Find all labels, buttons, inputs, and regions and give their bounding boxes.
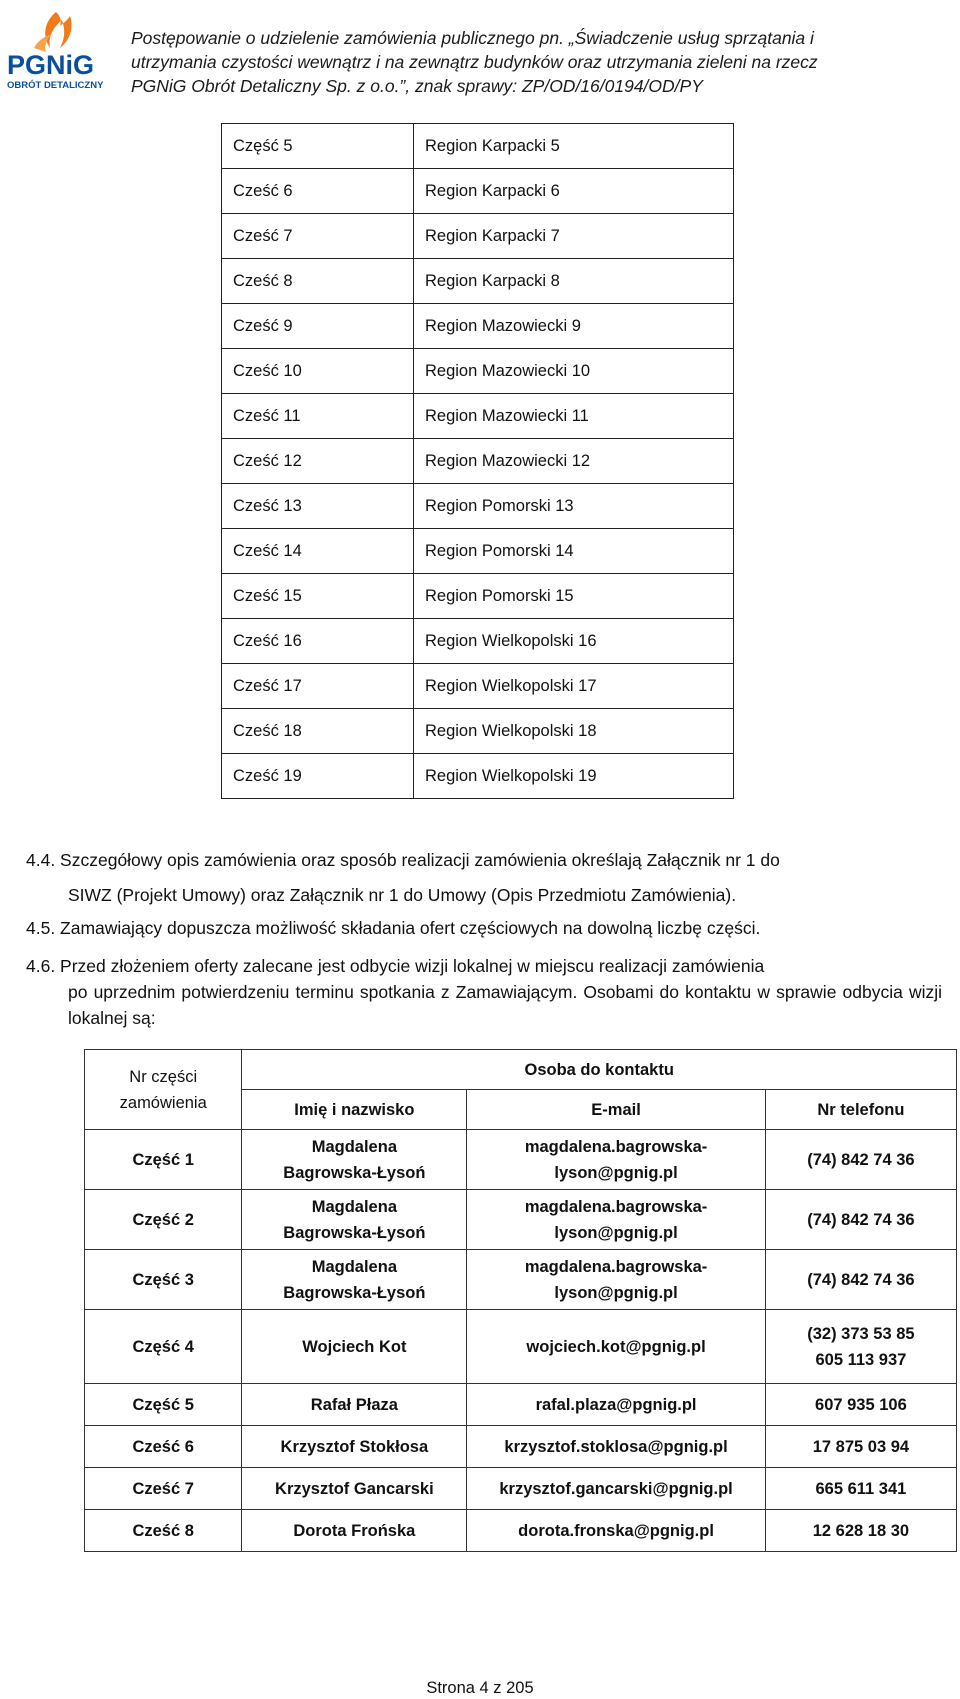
header-part-label: Nr części zamówienia — [119, 1067, 207, 1112]
email-line: lyson@pgnig.pl — [554, 1223, 678, 1242]
part-cell: Część 2 — [85, 1190, 242, 1250]
region-cell: Region Pomorski 14 — [414, 529, 734, 574]
part-cell: Część 1 — [85, 1130, 242, 1190]
table-row — [222, 394, 734, 439]
contact-phone-cell: (74) 842 74 36 — [765, 1130, 956, 1190]
part-cell: Cześć 7 — [85, 1468, 242, 1510]
paragraph-line: 4.6. Przed złożeniem oferty zalecane jest odbycie wizji lokalnej w miejscu realizacji zamówienia — [26, 956, 765, 976]
region-cell: Region Wielkopolski 18 — [414, 709, 734, 754]
table-row — [222, 439, 734, 484]
logo-wordmark: PGNiG — [7, 50, 95, 80]
logo-subtext: OBRÓT DETALICZNY — [7, 80, 104, 91]
table-row — [222, 349, 734, 394]
contact-email-cell — [467, 1190, 766, 1250]
page-footer: Strona 4 z 205 — [426, 1679, 534, 1697]
contact-email-cell — [467, 1130, 766, 1190]
pgnig-logo — [4, 4, 116, 94]
region-cell: Region Mazowiecki 9 — [414, 304, 734, 349]
part-cell: Część 3 — [85, 1250, 242, 1310]
paragraph-line: 4.4. Szczegółowy opis zamówienia oraz sposób realizacji zamówienia określają Załącznik nr 1 do — [26, 850, 780, 870]
table-row — [222, 304, 734, 349]
contact-name-cell: Dorota Frońska — [242, 1510, 467, 1552]
header-part — [85, 1050, 242, 1130]
paragraph-4-6 — [26, 953, 942, 1031]
part-cell: Cześć 10 — [222, 349, 414, 394]
contact-email-cell: rafal.plaza@pgnig.pl — [467, 1384, 766, 1426]
contact-email-cell: wojciech.kot@pgnig.pl — [467, 1310, 766, 1384]
table-row — [222, 709, 734, 754]
table-row — [85, 1130, 957, 1190]
paragraph-line: SIWZ (Projekt Umowy) oraz Załącznik nr 1 do Umowy (Opis Przedmiotu Zamówienia). — [68, 885, 737, 905]
table-row — [222, 214, 734, 259]
table-row — [85, 1310, 957, 1384]
part-cell: Cześć 7 — [222, 214, 414, 259]
table-row — [85, 1190, 957, 1250]
region-cell: Region Wielkopolski 19 — [414, 754, 734, 799]
region-cell: Region Karpacki 7 — [414, 214, 734, 259]
header-text — [131, 26, 951, 98]
phone-line: 605 113 937 — [815, 1350, 907, 1369]
table-row — [85, 1510, 957, 1552]
header-line: utrzymania czystości wewnątrz i na zewnątrz budynków oraz utrzymania zieleni na rzecz — [131, 52, 818, 72]
part-cell: Cześć 8 — [222, 259, 414, 304]
table-row — [222, 754, 734, 799]
region-cell: Region Karpacki 6 — [414, 169, 734, 214]
email-line: magdalena.bagrowska- — [524, 1197, 708, 1216]
part-cell: Cześć 19 — [222, 754, 414, 799]
part-cell: Część 5 — [85, 1384, 242, 1426]
contact-email-cell: krzysztof.gancarski@pgnig.pl — [467, 1468, 766, 1510]
parts-regions-table — [221, 123, 734, 799]
email-line: magdalena.bagrowska- — [524, 1257, 708, 1276]
table-row — [85, 1384, 957, 1426]
table-row — [222, 124, 734, 169]
contact-email-cell: krzysztof.stoklosa@pgnig.pl — [467, 1426, 766, 1468]
part-cell: Cześć 6 — [85, 1426, 242, 1468]
contact-phone-cell: (74) 842 74 36 — [765, 1190, 956, 1250]
email-line: lyson@pgnig.pl — [554, 1163, 678, 1182]
header-phone: Nr telefonu — [765, 1090, 956, 1130]
part-cell: Cześć 18 — [222, 709, 414, 754]
region-cell: Region Pomorski 15 — [414, 574, 734, 619]
header-contact-group: Osoba do kontaktu — [242, 1050, 957, 1090]
header-name: Imię i nazwisko — [242, 1090, 467, 1130]
region-cell: Region Wielkopolski 16 — [414, 619, 734, 664]
part-cell: Cześć 12 — [222, 439, 414, 484]
part-cell: Cześć 17 — [222, 664, 414, 709]
header-line: PGNiG Obrót Detaliczny Sp. z o.o.”, znak sprawy: ZP/OD/16/0194/OD/PY — [131, 76, 703, 96]
flame-icon — [45, 12, 71, 48]
part-cell: Cześć 11 — [222, 394, 414, 439]
table-row — [222, 664, 734, 709]
contacts-table — [84, 1049, 957, 1552]
phone-line: (32) 373 53 85 — [807, 1324, 915, 1343]
part-cell: Część 4 — [85, 1310, 242, 1384]
contact-name-cell: Krzysztof Stokłosa — [242, 1426, 467, 1468]
part-cell: Cześć 15 — [222, 574, 414, 619]
paragraph-continuation: po uprzednim potwierdzeniu terminu spotkania z Zamawiającym. Osobami do kontaktu w sprawie odbycia wizji lokalnej są: — [68, 982, 942, 1028]
contact-name-cell: Magdalena Bagrowska-Łysoń — [242, 1130, 467, 1190]
contact-name-cell: Magdalena Bagrowska-Łysoń — [242, 1190, 467, 1250]
contact-phone-cell — [765, 1310, 956, 1384]
part-cell: Cześć 13 — [222, 484, 414, 529]
table-row — [222, 574, 734, 619]
contact-name-cell: Magdalena Bagrowska-Łysoń — [242, 1250, 467, 1310]
table-row — [85, 1468, 957, 1510]
contact-phone-cell: 12 628 18 30 — [765, 1510, 956, 1552]
contact-name-cell: Krzysztof Gancarski — [242, 1468, 467, 1510]
contact-phone-cell: (74) 842 74 36 — [765, 1250, 956, 1310]
part-cell: Cześć 9 — [222, 304, 414, 349]
table-row — [85, 1426, 957, 1468]
page-header — [0, 0, 960, 110]
region-cell: Region Karpacki 8 — [414, 259, 734, 304]
table-row — [85, 1250, 957, 1310]
contact-phone-cell: 607 935 106 — [765, 1384, 956, 1426]
header-line: Postępowanie o udzielenie zamówienia publicznego pn. „Świadczenie usług sprzątania i — [131, 28, 814, 48]
contact-email-cell — [467, 1250, 766, 1310]
table-row — [222, 259, 734, 304]
table-row — [222, 619, 734, 664]
table-row — [222, 169, 734, 214]
part-cell: Cześć 6 — [222, 169, 414, 214]
table-row — [222, 484, 734, 529]
region-cell: Region Mazowiecki 10 — [414, 349, 734, 394]
paragraph-4-5: 4.5. Zamawiający dopuszcza możliwość składania ofert częściowych na dowolną liczbę części. — [26, 918, 761, 938]
contact-phone-cell: 665 611 341 — [765, 1468, 956, 1510]
email-line: magdalena.bagrowska- — [524, 1137, 708, 1156]
part-cell: Cześć 14 — [222, 529, 414, 574]
region-cell: Region Mazowiecki 11 — [414, 394, 734, 439]
region-cell: Region Karpacki 5 — [414, 124, 734, 169]
part-cell: Cześć 8 — [85, 1510, 242, 1552]
email-line: lyson@pgnig.pl — [554, 1283, 678, 1302]
contact-name-cell: Wojciech Kot — [242, 1310, 467, 1384]
header-email: E-mail — [467, 1090, 766, 1130]
table-row — [222, 529, 734, 574]
contact-email-cell: dorota.fronska@pgnig.pl — [467, 1510, 766, 1552]
part-cell: Część 5 — [222, 124, 414, 169]
region-cell: Region Wielkopolski 17 — [414, 664, 734, 709]
paragraph-4-4 — [26, 843, 942, 913]
contact-phone-cell: 17 875 03 94 — [765, 1426, 956, 1468]
contact-name-cell: Rafał Płaza — [242, 1384, 467, 1426]
region-cell: Region Mazowiecki 12 — [414, 439, 734, 484]
region-cell: Region Pomorski 13 — [414, 484, 734, 529]
part-cell: Cześć 16 — [222, 619, 414, 664]
